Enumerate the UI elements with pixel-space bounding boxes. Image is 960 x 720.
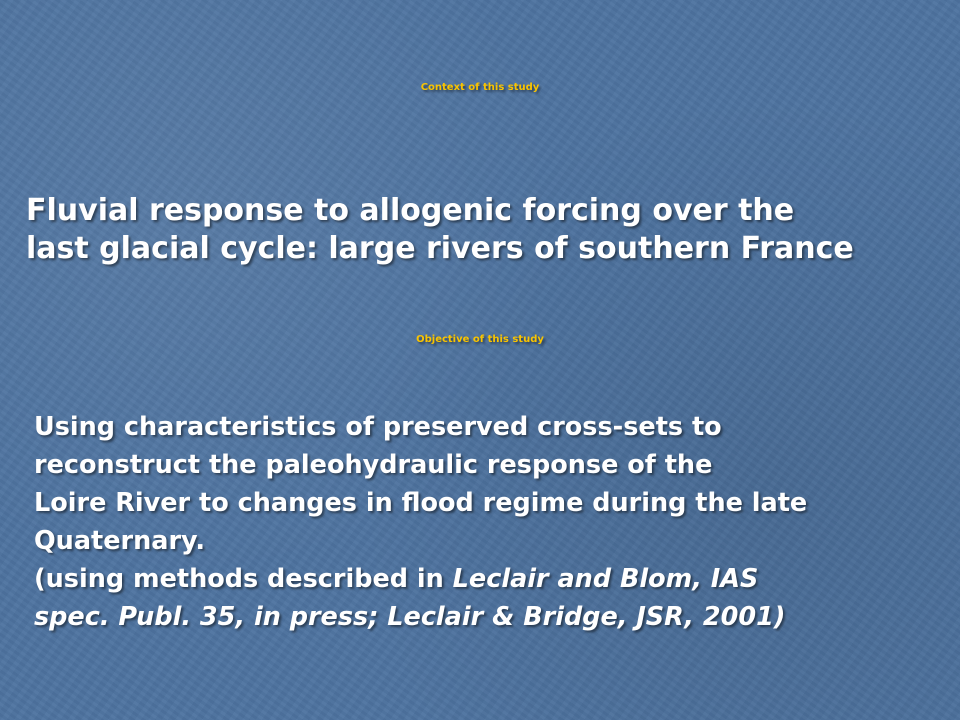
context-text bbox=[26, 192, 854, 268]
methods-line-1 bbox=[34, 560, 807, 598]
methods-prefix: (using methods described in bbox=[34, 564, 453, 594]
context-line-2: last glacial cycle: large rivers of southern France bbox=[26, 231, 854, 266]
objective-line-3: Loire River to changes in flood regime during the late bbox=[34, 488, 808, 518]
objective-line-4: Quaternary. bbox=[34, 526, 206, 556]
objective-text bbox=[34, 408, 807, 636]
context-title: Context of this study bbox=[420, 82, 540, 93]
methods-citation-2: spec. Publ. 35, in press; Leclair & Bridge, JSR, 2001) bbox=[34, 602, 786, 632]
context-line-1: Fluvial response to allogenic forcing over the bbox=[26, 193, 795, 228]
objective-title: Objective of this study bbox=[416, 334, 544, 345]
objective-line-1: Using characteristics of preserved cross-sets to bbox=[34, 412, 722, 442]
methods-citation-1: Leclair and Blom, IAS bbox=[452, 564, 759, 594]
objective-line-2: reconstruct the paleohydraulic response of the bbox=[34, 450, 713, 480]
